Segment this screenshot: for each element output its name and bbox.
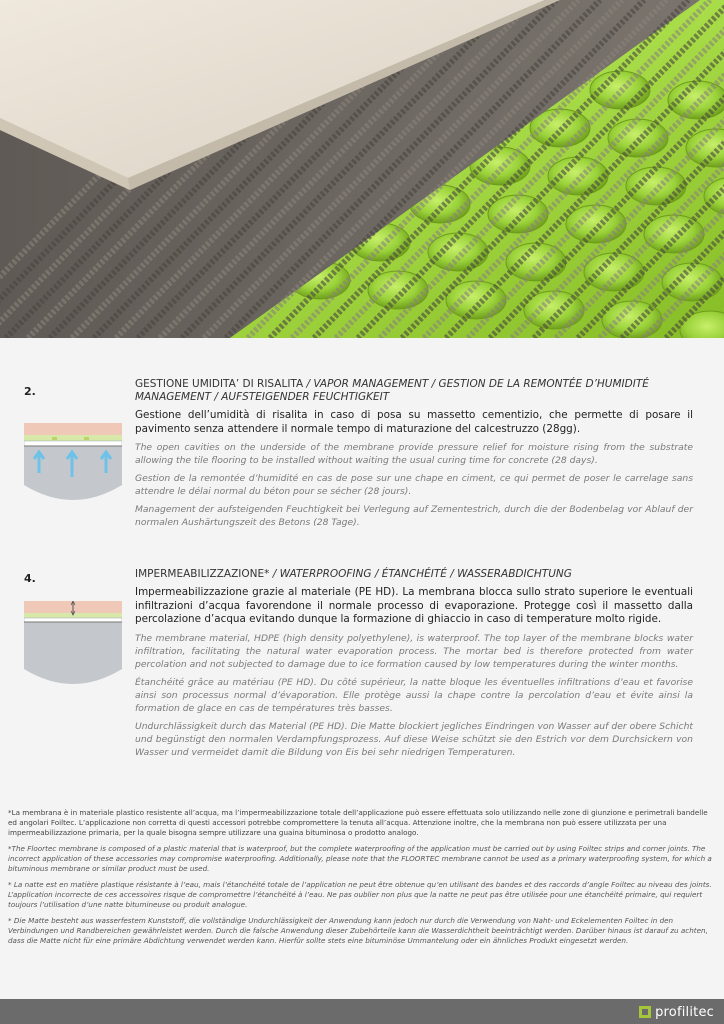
footnote-fr: * La natte est en matière plastique résistante à l’eau, mais l’étanchéité totale de l’application ne peut être obtenue qu’en utilisant des bandes et des raccords d’angle Foiltec au niveau des joints. L’application incorrecte de ces accessoires risque de compromettre l’étanchéité à l’eau. Ne pas oublier non plus que la natte ne peut pas être utilisée pour une étanchéité primaire, qui requiert toujours l’utilisation d’une natte bitumineuse ou produit analogue. [8, 880, 712, 909]
paragraph-de: Management der aufsteigenden Feuchtigkeit bei Verlegung auf Zementestrich, durch die der Bodenbelag vor Ablauf der normalen Aushärtungszeit des Betons (28 Tage). [135, 504, 693, 529]
paragraph-de: Undurchlässigkeit durch das Material (PE HD). Die Matte blockiert jegliches Eindringen von Wasser auf der obere Schicht und begünstigt den normalen Verdampfungsprozess. Auf diese Weise schützt sie den Estrich vor dem Durchsickern von Wasser und vermeidet damit die Bildung von Eis bei sehr niedrigen Temperaturen. [135, 720, 693, 758]
footnote-de: * Die Matte besteht aus wasserfestem Kunststoff, die vollständige Undurchlässigkeit der Anwendung kann jedoch nur durch die Verwendung von Naht- und Eckelementen Foiltec in den Verbindungen und Randbereichen gewährleistet werden. Durch die falsche Anwendung dieser Zubehörteile kann die Wasserdichtheit beeinträchtigt werden. Darüber hinaus ist darauf zu achten, dass die Matte nicht für eine primäre Abdichtung verwendet werden kann. Hierfür sollte stets eine bituminöse Ummantelung oder ein ähnliches Produkt eingesetzt werden. [8, 916, 708, 945]
paragraph-en: The open cavities on the underside of the membrane provide pressure relief for moisture rising from the substrate allowing the tile flooring to be installed without waiting the usual curing time for concrete (28 days). [135, 442, 693, 467]
footnote-en: *The Floortec membrane is composed of a plastic material that is waterproof, but the complete waterproofing of the application must be carried out by using Foiltec strips and corner joints. The incorrect application of these accessories may compromise waterproofing. Additionally, please note that the FLOORTEC membrane cannot be used as a primary waterproofing system, for which a bituminous membrane or similar product must be used. [8, 844, 712, 873]
vapor-diagram-icon [24, 415, 122, 511]
title-main: GESTIONE UMIDITA’ DI RISALITA [135, 378, 304, 390]
lead-paragraph-it: Impermeabilizzazione grazie al materiale (PE HD). La membrana blocca sullo strato superiore le eventuali infiltrazioni d’acqua favorendone il normale processo di evaporazione. Protegge così il massetto dalla percolazione d’acqua evitando dunque la formazione di ghiaccio in caso di temperature molto rigide. [135, 586, 693, 626]
section-title [135, 568, 693, 581]
tile-membrane-photo [0, 0, 724, 338]
membrane-stud [524, 291, 584, 329]
logo-text: profilitec [655, 1004, 714, 1020]
title-main: IMPERMEABILIZZAZIONE* [135, 568, 270, 580]
section-title [135, 378, 693, 404]
waterproofing-diagram-icon [24, 601, 122, 697]
footnotes [8, 808, 716, 952]
section-number: 2. [24, 385, 36, 398]
section-number: 4. [24, 572, 36, 585]
title-translations: / VAPOR MANAGEMENT / GESTION DE LA REMONTÉE D’HUMIDITÉ MANAGEMENT / AUFSTEIGENDER FEUCHTIGKEIT [135, 378, 649, 403]
profilitec-logo-icon [639, 1006, 651, 1018]
footnote-it: *La membrana è in materiale plastico resistente all’acqua, ma l’impermeabilizzazione totale dell’applicazione può essere effettuata solo utilizzando nelle zone di giunzione e perimetrali bandelle ed angolari Foiltec. L’applicazione non corretta di questi accessori potrebbe compromettere la tenuta all’acqua. Attenzione inoltre, che la membrana non può essere utilizzata per una impermeabilizzazione primaria, per la quale bisogna sempre utilizzare una guaina bituminosa o prodotto analogo. [8, 808, 708, 837]
title-translations: / WATERPROOFING / ÉTANCHÉITÉ / WASSERABDICHTUNG [269, 568, 572, 580]
hero-photo [0, 0, 724, 338]
paragraph-en: The membrane material, HDPE (high density polyethylene), is waterproof. The top layer of the membrane blocks water infiltration, facilitating the natural water evaporation process. The mortar bed is therefore protected from water percolation and not subjected to damage due to ice formation caused by low temperatures during the winter months. [135, 632, 693, 670]
paragraph-fr: Gestion de la remontée d’humidité en cas de pose sur une chape en ciment, ce qui permet de poser le carrelage sans attendre le délai normal du béton pour se sécher (28 jours). [135, 473, 693, 498]
footer-bar [0, 999, 724, 1024]
lead-paragraph-it: Gestione dell’umidità di risalita in caso di posa su massetto cementizio, che permette di posare il pavimento senza attendere il normale tempo di maturazione del calcestruzzo (28gg). [135, 409, 693, 435]
paragraph-fr: Étanchéité grâce au matériau (PE HD). Du côté supérieur, la natte bloque les éventuelles infiltrations d’eau et favorise ainsi son processus normal d’évaporation. Elle protège aussi la chape contre la percolation d’eau et évite ainsi la formation de glace en cas de températures très basses. [135, 676, 693, 714]
profilitec-logo[interactable] [639, 1002, 714, 1022]
